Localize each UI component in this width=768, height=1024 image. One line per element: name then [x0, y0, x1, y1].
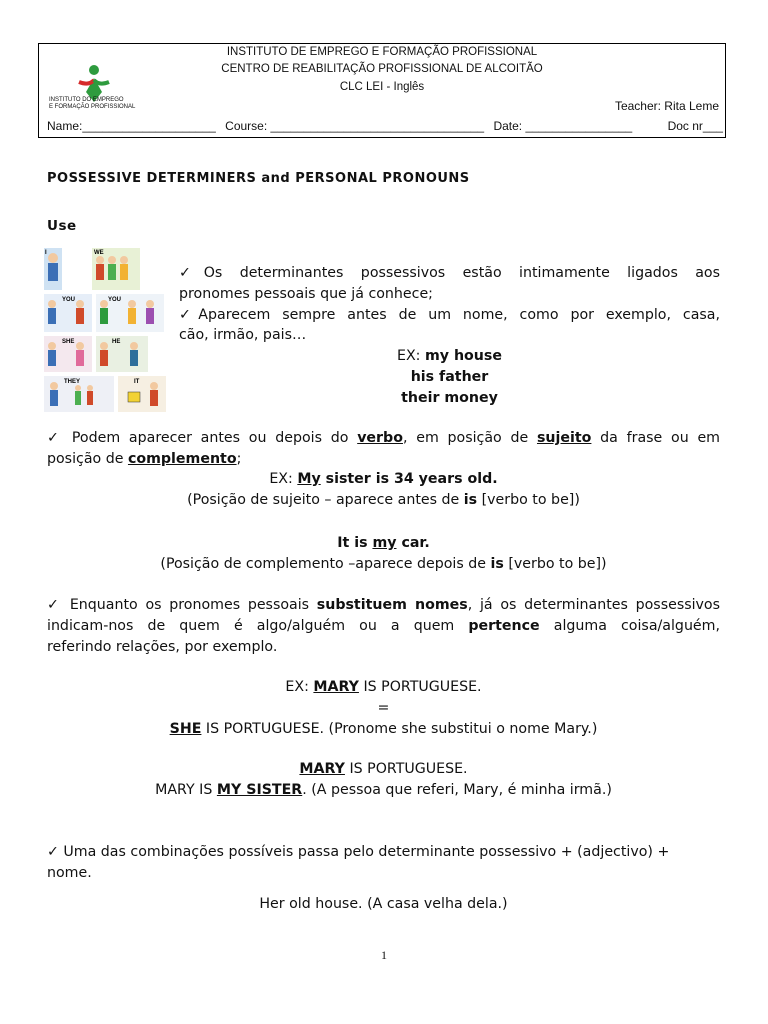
bullet-4-text-b: , já os determinantes possessivos — [467, 597, 721, 613]
example-2-my: My — [297, 471, 321, 487]
bullet-5 — [47, 842, 720, 884]
form-fields — [47, 119, 729, 133]
example-3-it-is: It is — [337, 535, 373, 551]
example-1-their-money: their money — [401, 389, 498, 406]
example-1-prefix: EX: — [397, 348, 425, 364]
picture-label-we: WE — [94, 250, 104, 256]
term-substituem-nomes: substituem nomes — [316, 597, 468, 613]
example-5-mary: MARY — [299, 761, 345, 777]
centre-name: CENTRO DE REABILITAÇÃO PROFISSIONAL DE ALCOITÃO — [221, 63, 543, 75]
example-4-is-portuguese: IS PORTUGUESE. — [358, 679, 482, 695]
bullet-3-text-e: ; — [236, 450, 242, 467]
term-complemento: complemento — [127, 450, 237, 467]
bullet-5-line-2: nome. — [47, 864, 92, 881]
term-pertence: pertence — [468, 617, 540, 634]
bullet-4-line-2 — [47, 616, 720, 637]
bullet-1-line-1: ✓Os determinantes possessivos estão intimamente ligados aos — [179, 265, 720, 281]
example-4-she-sentence: IS PORTUGUESE. (Pronome she substitui o nome Mary.) — [201, 720, 598, 737]
logo-text — [49, 97, 139, 111]
bullet-4-line-3: referindo relações, por exemplo. — [47, 638, 278, 655]
logo-text-line-1: INSTITUTO DO EMPREGO — [49, 97, 124, 103]
example-4-equals: = — [377, 699, 390, 716]
bullet-1 — [179, 263, 720, 346]
example-5 — [47, 759, 720, 801]
bullet-4-text-c: indicam-nos de quem é algo/alguém ou a quem — [47, 617, 469, 634]
page-title: POSSESSIVE DETERMINERS and PERSONAL PRONOUNS — [47, 171, 470, 186]
example-2-note-end: [verbo to be]) — [477, 491, 580, 508]
bullet-4-text-d: alguma coisa/alguém, — [539, 617, 720, 634]
example-1 — [179, 346, 720, 408]
institute-name: INSTITUTO DE EMPREGO E FORMAÇÃO PROFISSIONAL — [226, 46, 538, 58]
term-sujeito: sujeito — [536, 430, 592, 446]
bullet-4-text-a: ✓ Enquanto os pronomes pessoais — [47, 597, 317, 613]
example-5-is-portuguese: IS PORTUGUESE. — [344, 761, 468, 777]
bullet-3-text-d: posição de — [47, 450, 128, 467]
picture-label-you-1: YOU — [62, 297, 76, 303]
bullet-3 — [47, 428, 720, 470]
teacher-name: Teacher: Rita Leme — [614, 99, 719, 113]
bullet-3-line-2 — [47, 449, 720, 470]
example-2-sentence: sister is 34 years old. — [320, 471, 498, 487]
example-5-mary-is: MARY IS — [155, 781, 217, 798]
bullet-3-text-c: da frase ou em — [591, 430, 721, 446]
example-3 — [47, 533, 720, 575]
example-2-note: (Posição de sujeito – aparece antes de — [187, 491, 464, 508]
section-heading-use: Use — [47, 218, 77, 234]
picture-label-she: SHE — [62, 339, 75, 345]
bullet-3-text-a: ✓ Podem aparecer antes ou depois do — [47, 430, 358, 446]
header-box — [38, 43, 726, 138]
name-field[interactable]: Name:____________________ — [47, 119, 216, 133]
example-3-note-end: [verbo to be]) — [503, 555, 607, 572]
pronouns-illustration — [42, 244, 168, 414]
doc-field[interactable]: Doc nr___ — [667, 119, 723, 133]
example-2 — [47, 469, 720, 511]
example-3-note: (Posição de complemento –aparece depois de — [160, 555, 491, 572]
picture-label-i: I — [45, 250, 47, 256]
example-3-note-is: is — [490, 555, 504, 572]
bullet-3-text-b: , em posição de — [402, 430, 537, 446]
example-4 — [47, 677, 720, 739]
bullet-4 — [47, 595, 720, 657]
example-3-car: car. — [396, 535, 430, 551]
bullet-2-line-2: cão, irmão, pais… — [179, 327, 307, 344]
example-3-my: my — [372, 535, 397, 551]
example-4-mary: MARY — [313, 679, 359, 695]
example-5-explanation: . (A pessoa que referi, Mary, é minha irmã.) — [302, 781, 612, 798]
bullet-3-line-1 — [47, 428, 720, 449]
bullet-1-line-2: pronomes pessoais que já conhece; — [179, 285, 433, 302]
bullet-5-line-1: ✓ Uma das combinações possíveis passa pelo determinante possessivo + (adjectivo) + — [47, 844, 670, 860]
picture-label-he: HE — [112, 339, 121, 345]
example-1-my-house: my house — [424, 348, 502, 364]
example-2-prefix: EX: — [269, 471, 298, 487]
page-number: 1 — [381, 948, 387, 962]
picture-label-it: IT — [134, 379, 140, 385]
example-4-she: SHE — [169, 720, 202, 737]
term-verbo: verbo — [357, 430, 403, 446]
example-2-note-is: is — [463, 491, 478, 508]
picture-label-you-2: YOU — [108, 297, 122, 303]
date-field[interactable]: Date: ________________ — [493, 119, 633, 133]
logo-text-line-2: E FORMAÇÃO PROFISSIONAL — [49, 104, 136, 110]
picture-label-they: THEY — [64, 379, 81, 385]
example-4-prefix: EX: — [285, 679, 314, 695]
example-1-his-father: his father — [410, 368, 489, 385]
bullet-4-line-1 — [47, 595, 720, 616]
example-6: Her old house. (A casa velha dela.) — [259, 896, 508, 912]
course-name: CLC LEI - Inglês — [339, 81, 425, 93]
example-5-my-sister: MY SISTER — [216, 781, 303, 798]
course-field[interactable]: Course: ________________________________ — [225, 119, 485, 133]
bullet-2-line-1: ✓Aparecem sempre antes de um nome, como por exemplo, casa, — [179, 306, 720, 323]
